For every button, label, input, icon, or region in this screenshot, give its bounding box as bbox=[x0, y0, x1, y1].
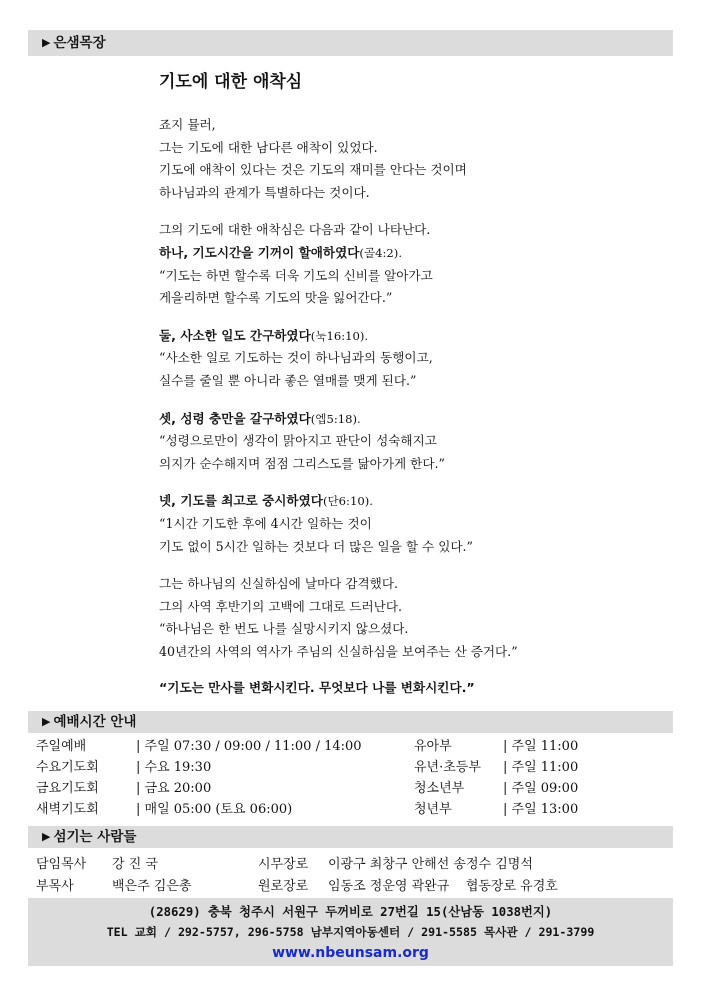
church-phone-numbers: TEL 교회 / 292-5757, 296-5758 남부지역아동센터 / 291-5585 목사관 / 291-3799 bbox=[106, 925, 595, 939]
section-header-label: 섬기는 사람들 bbox=[53, 829, 137, 845]
service-name: 수요기도회 bbox=[36, 760, 99, 775]
quote-line: 실수를 줄일 뿐 아니라 좋은 열매를 맺게 된다.” bbox=[159, 372, 417, 388]
paragraph-point-four bbox=[159, 490, 659, 558]
scripture-ref: (골4:2). bbox=[359, 245, 403, 260]
point-lead: 둘, 사소한 일도 간구하였다 bbox=[159, 327, 311, 343]
service-time: | 주일 07:30 / 09:00 / 11:00 / 14:00 bbox=[136, 739, 362, 754]
text-line: 기도에 애착이 있다는 것은 기도의 재미를 안다는 것이며 bbox=[159, 162, 467, 178]
point-lead: 셋, 성령 충만을 갈구하였다 bbox=[159, 410, 311, 426]
closing-quote: “기도는 만사를 변화시킨다. 무엇보다 나를 변화시킨다.” bbox=[159, 680, 475, 696]
staff-names: 임동조 정운영 곽완규 협동장로 유경호 bbox=[328, 879, 558, 894]
paragraph-point-one bbox=[159, 219, 659, 309]
quote-line: 기도 없이 5시간 일하는 것보다 더 많은 일을 할 수 있다.” bbox=[159, 538, 473, 554]
point-lead: 하나, 기도시간을 기꺼이 할애하였다 bbox=[159, 244, 360, 260]
article-title: 기도에 대한 애착심 bbox=[159, 72, 303, 92]
text-line: 죠지 뮬러, bbox=[159, 117, 216, 132]
table-row bbox=[32, 757, 672, 778]
staff-list bbox=[32, 854, 672, 898]
table-row bbox=[32, 799, 672, 820]
point-heading bbox=[159, 490, 659, 513]
text-line: 그는 하나님의 신실하심에 날마다 감격했다. bbox=[159, 576, 398, 592]
service-time: | 주일 09:00 bbox=[503, 781, 579, 796]
service-name: 새벽기도회 bbox=[36, 802, 99, 817]
text-line: “하나님은 한 번도 나를 실망시키지 않으셨다. bbox=[159, 621, 409, 637]
service-time: | 매일 05:00 (토요 06:00) bbox=[136, 802, 293, 817]
table-row bbox=[32, 736, 672, 757]
section-header-staff bbox=[28, 826, 673, 848]
triangle-right-icon: ▶ bbox=[42, 830, 51, 843]
service-name: 주일예배 bbox=[36, 739, 87, 754]
service-time: | 금요 20:00 bbox=[136, 781, 212, 796]
point-heading bbox=[159, 408, 659, 431]
staff-name: 강 진 국 bbox=[112, 857, 158, 872]
quote-line: 게을리하면 할수록 기도의 맛을 잃어간다.” bbox=[159, 290, 393, 306]
point-heading bbox=[159, 242, 659, 265]
section-header-service-times bbox=[28, 711, 673, 733]
section-header-label: 은샘목장 bbox=[53, 35, 106, 51]
staff-name: 백은주 김은총 bbox=[112, 879, 192, 894]
church-address: (28629) 충북 청주시 서원구 두꺼비로 27번길 15(산남동 1038번지) bbox=[148, 905, 553, 919]
service-name: 유아부 bbox=[414, 739, 452, 754]
quote-line: 의지가 순수해지며 점점 그리스도를 닮아가게 한다.” bbox=[159, 455, 445, 471]
staff-role: 시무장로 bbox=[258, 857, 309, 872]
paragraph-intro bbox=[159, 114, 659, 204]
service-name: 금요기도회 bbox=[36, 781, 99, 796]
triangle-right-icon: ▶ bbox=[42, 36, 51, 49]
table-row bbox=[32, 876, 672, 898]
service-name: 청년부 bbox=[414, 802, 452, 817]
text-line: 40년간의 사역의 역사가 주님의 신실하심을 보여주는 산 증거다.” bbox=[159, 643, 518, 659]
triangle-right-icon: ▶ bbox=[42, 715, 51, 728]
text-line: 그의 사역 후반기의 고백에 그대로 드러난다. bbox=[159, 598, 402, 614]
paragraph-point-three bbox=[159, 408, 659, 476]
quote-line: “기도는 하면 할수록 더욱 기도의 신비를 알아가고 bbox=[159, 267, 433, 283]
text-line: 하나님과의 관계가 특별하다는 것이다. bbox=[159, 184, 370, 200]
quote-line: “사소한 일로 기도하는 것이 하나님과의 동행이고, bbox=[159, 350, 433, 366]
service-time: | 수요 19:30 bbox=[136, 760, 212, 775]
service-name: 청소년부 bbox=[414, 781, 465, 796]
website-link[interactable]: www.nbeunsam.org bbox=[272, 945, 429, 961]
article bbox=[159, 70, 659, 699]
paragraph-conclusion bbox=[159, 573, 659, 663]
section-header-label: 예배시간 안내 bbox=[53, 714, 137, 730]
service-name: 유년·초등부 bbox=[414, 760, 481, 775]
quote-line: “성령으로만이 생각이 맑아지고 판단이 성숙해지고 bbox=[159, 433, 437, 449]
point-lead: 넷, 기도를 최고로 중시하였다 bbox=[159, 493, 323, 509]
paragraph-point-two bbox=[159, 325, 659, 393]
scripture-ref: (엡5:18). bbox=[310, 411, 361, 426]
service-time: | 주일 11:00 bbox=[503, 739, 579, 754]
service-time: | 주일 11:00 bbox=[503, 760, 579, 775]
table-row bbox=[32, 854, 672, 876]
quote-line: “1시간 기도한 후에 4시간 일하는 것이 bbox=[159, 515, 372, 531]
staff-role: 부목사 bbox=[36, 879, 74, 894]
scripture-ref: (눅16:10). bbox=[310, 328, 369, 343]
table-row bbox=[32, 778, 672, 799]
service-times-table bbox=[32, 736, 672, 820]
service-time: | 주일 13:00 bbox=[503, 802, 579, 817]
text-line: 그는 기도에 대한 남다른 애착이 있었다. bbox=[159, 139, 378, 155]
scripture-ref: (단6:10). bbox=[322, 494, 373, 509]
staff-names: 이광구 최창구 안해선 송정수 김명석 bbox=[328, 857, 533, 872]
section-header-eunsam bbox=[28, 30, 673, 56]
staff-role: 원로장로 bbox=[258, 879, 309, 894]
church-contact-footer bbox=[28, 898, 673, 966]
point-heading bbox=[159, 325, 659, 348]
staff-role: 담임목사 bbox=[36, 857, 87, 872]
text-line: 그의 기도에 대한 애착심은 다음과 같이 나타난다. bbox=[159, 222, 431, 238]
